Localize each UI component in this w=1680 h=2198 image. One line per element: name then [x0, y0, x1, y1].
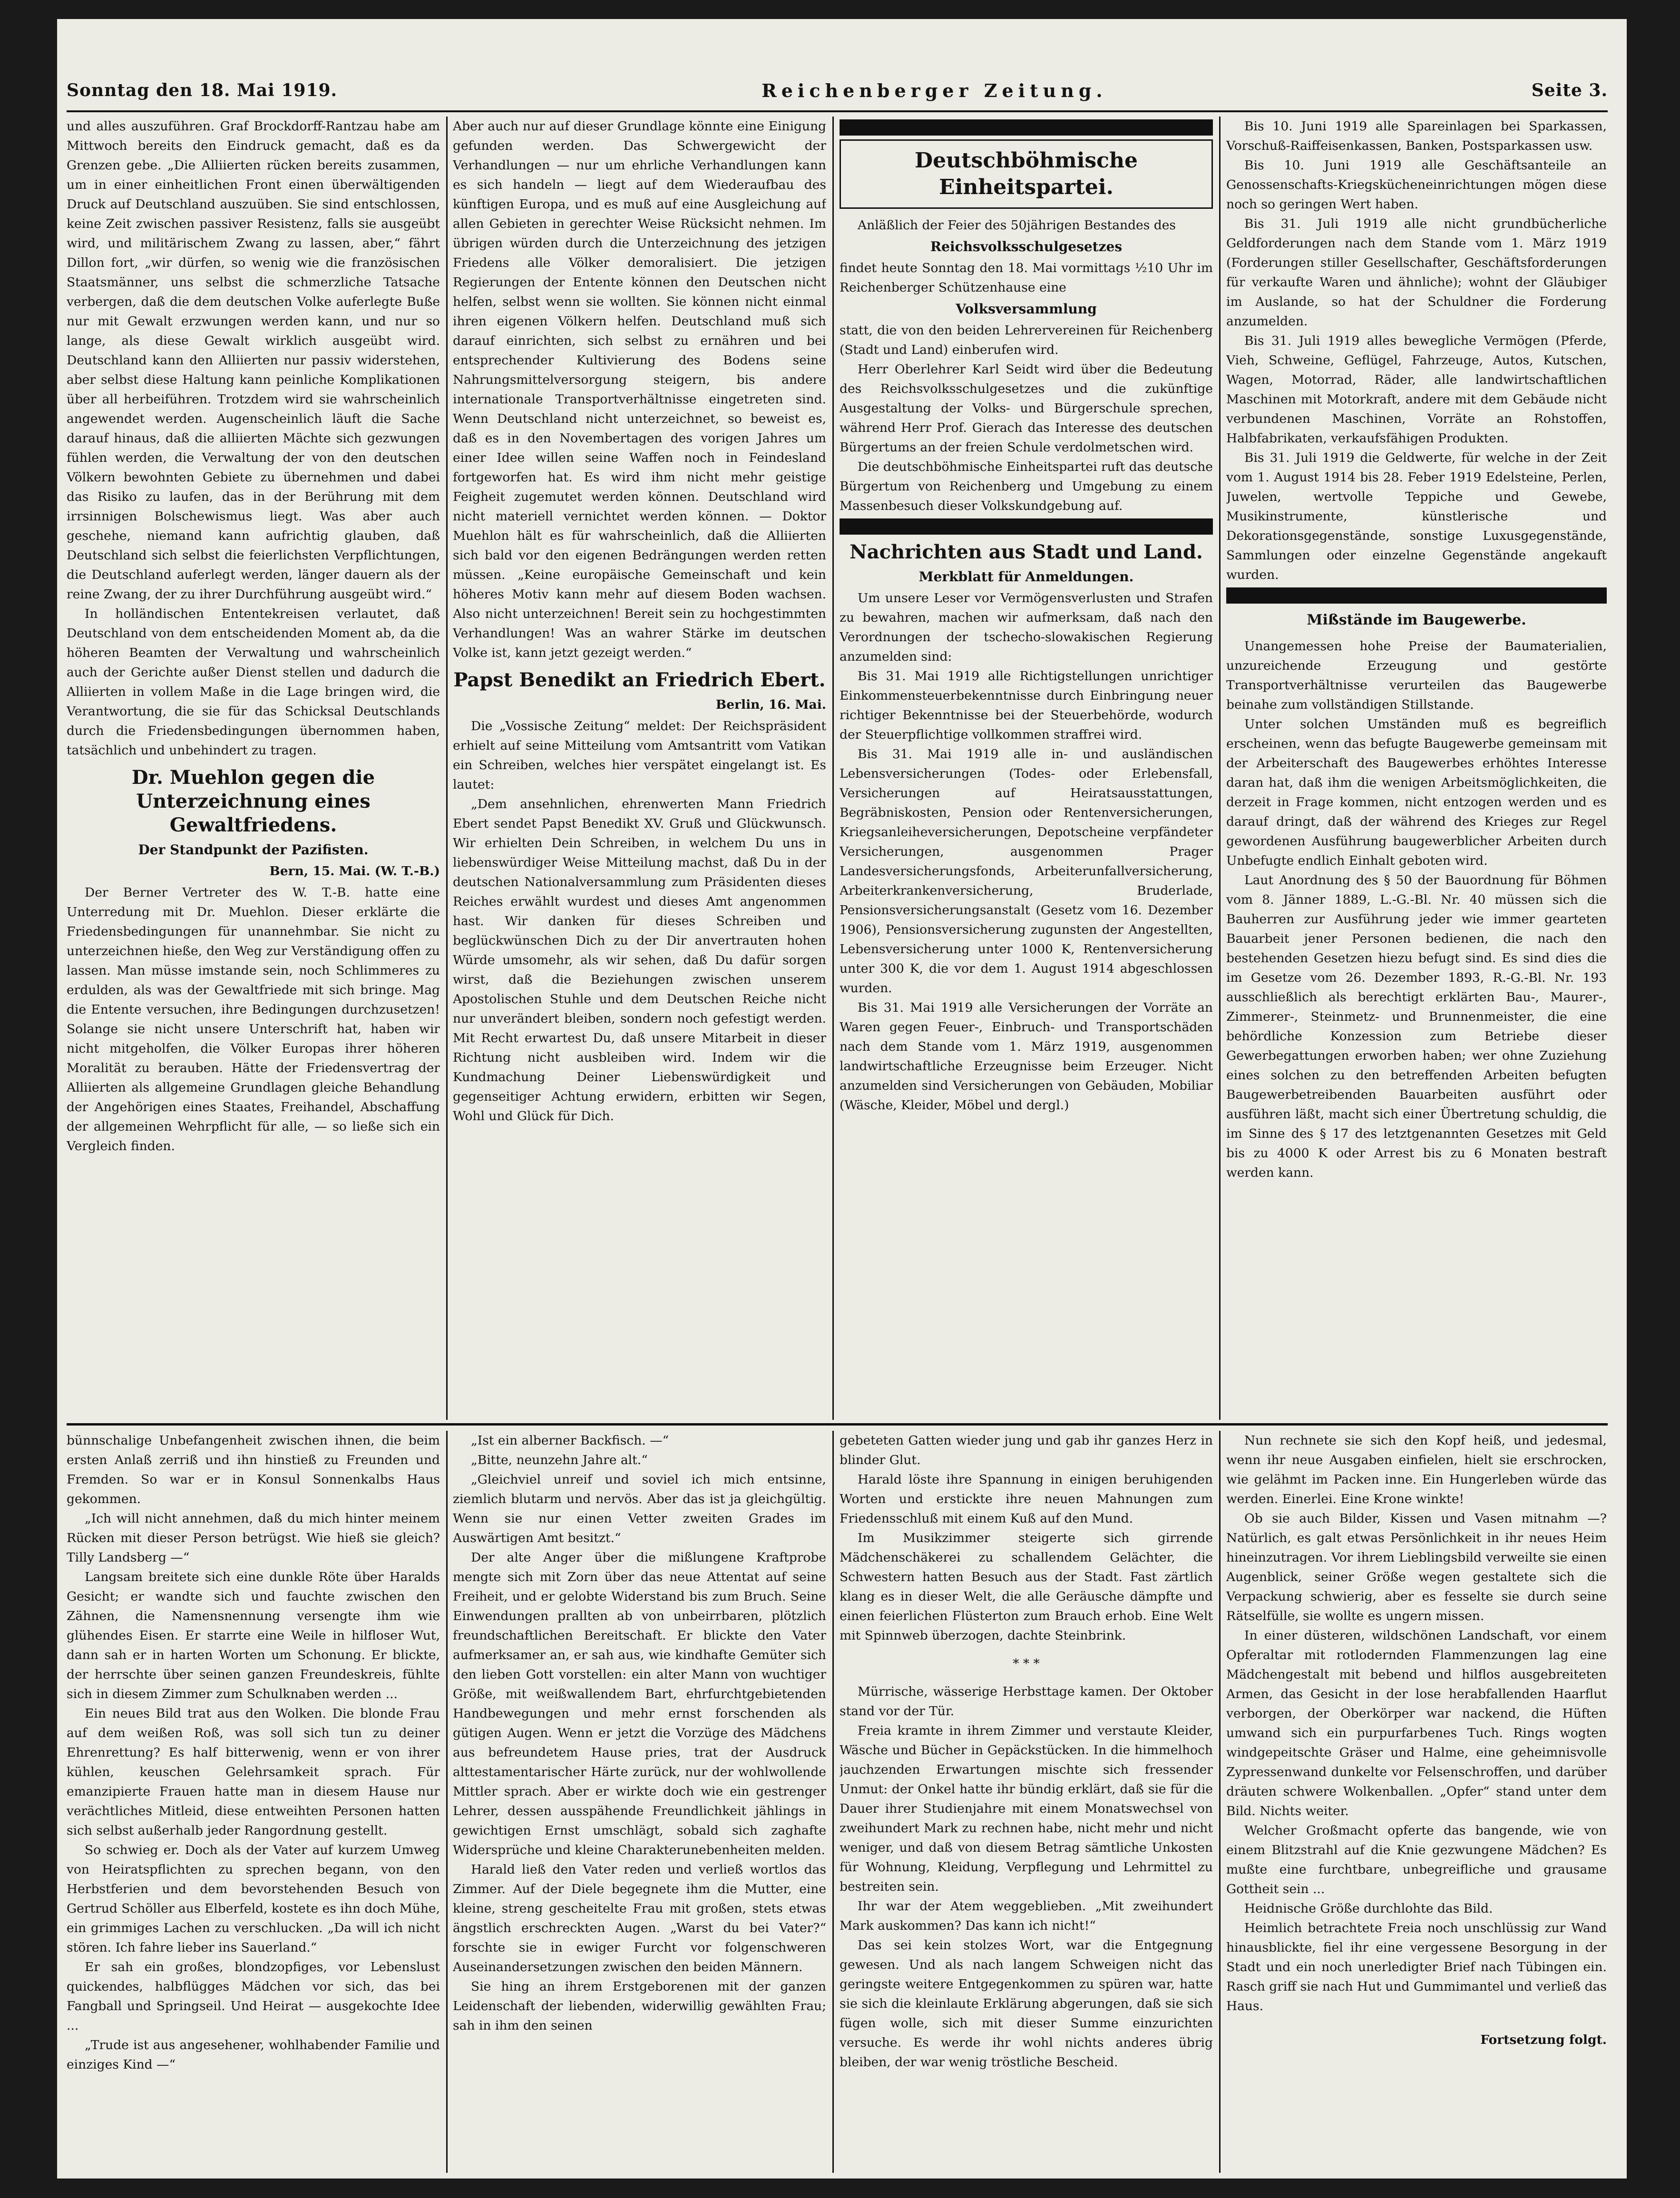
story-column-4	[1226, 1431, 1607, 2173]
story-text: bünnschalige Unbefangenheit zwischen ihnen, die beim ersten Anlaß zerriß und ihn hinstieß zu Freunden und Fremden. So war er in Konsul Sonnenkalbs Haus gekommen.	[67, 1433, 440, 1506]
article-text: Bis 31. Juli 1919 die Geldwerte, für welche in der Zeit vom 1. August 1914 bis 28. Feber 1919 Edelsteine, Perlen, Juwelen, wertvolle Teppiche und Gewebe, Musikinstrumente, künstlerische und Dekorationsgegenstände, sonstige Luxusgegenstände, Sammlungen oder einzelne Gegenstände angekauft wurden.	[1226, 450, 1607, 582]
article-text: Der Berner Vertreter des W. T.-B. hatte eine Unterredung mit Dr. Muehlon. Dieser erklärte die Friedensbedingungen für unannehmbar. Sie nicht zu unterzeichnen hieße, den Weg zur Verständigung offen zu lassen. Man müsse imstande sein, noch Schlimmeres zu erdulden, als was der Gewaltfriede mit sich bringe. Mag die Entente versuchen, ihre Bedingungen durchzusetzen! Solange sie nicht unsere Unterschrift hat, haben wir nicht mitgeholfen, die Völker Europas ihrer höheren Moralität zu berauben. Hätte der Friedensvertrag der Alliierten als allgemeine Grundlagen gleiche Behandlung der Angehörigen eines Staates, Freihandel, Abschaffung der allgemeinen Wehrpflicht für alle, — so ließe sich ein Vergleich finden.	[67, 885, 440, 1153]
article-text: Um unsere Leser vor Vermögensverlusten und Strafen zu bewahren, machen wir aufmerksam, daß nach den Verordnungen der tschecho-slowakischen Regierung anzumelden sind:	[840, 591, 1213, 664]
story-text: gebeteten Gatten wieder jung und gab ihr ganzes Herz in blinder Glut.	[840, 1433, 1213, 1467]
article-text: Bis 31. Mai 1919 alle Versicherungen der Vorräte an Waren gegen Feuer-, Einbruch- und Transportschäden nach dem Stande vom 1. März 1919, ausgenommen landwirtschaftliche Erzeugnisse beim Erzeuger. Nicht anzumelden sind Versicherungen von Gebäuden, Mobiliar (Wäsche, Kleider, Möbel und dergl.)	[840, 1000, 1213, 1113]
story-text: Heimlich betrachtete Freia noch unschlüssig zur Wand hinausblickte, fiel ihr eine vergessene Besorgung in der Stadt und ein noch unerledigter Brief nach Tübingen ein. Rasch griff sie nach Hut und Gummimantel und verließ das Haus.	[1226, 1921, 1607, 2013]
article-text: Bis 10. Juni 1919 alle Geschäftsanteile an Genossenschafts-Kriegskücheneinrichtungen mögen diese noch so geringen Wert haben.	[1226, 158, 1607, 212]
dateline: Bern, 15. Mai. (W. T.-B.)	[269, 864, 440, 879]
article-text: findet heute Sonntag den 18. Mai vormittags ½10 Uhr im Reichenberger Schützenhause eine	[840, 261, 1213, 295]
section-break: * * *	[1013, 1656, 1040, 1671]
column-divider	[446, 1431, 448, 2173]
article-heading: Papst Benedikt an Friedrich Ebert.	[453, 669, 826, 691]
story-text: Er sah ein großes, blondzopfiges, vor Lebenslust quickendes, halbflügges Mädchen vor sich, das bei Fangball und Springseil. Und Heirat — ausgekochte Idee ...	[67, 1960, 440, 2033]
article-text: Bis 10. Juni 1919 alle Spareinlagen bei Sparkassen, Vorschuß-Raiffeisenkassen, Banken, Postsparkassen usw.	[1226, 119, 1607, 153]
header-rule	[67, 110, 1608, 112]
article-text: Bis 31. Mai 1919 alle in- und ausländischen Lebensversicherungen (Todes- oder Erlebensfall, Versicherungen auf Heiratsausstattungen, Begräbniskosten, Pension oder Rentenversicherungen, Kriegsanleiheversicherungen, Depotscheine verpfändeter Versicherungen, ausgenommen Prager Landesversicherungsfonds, Arbeiterunfallversicherung, Arbeiterkrankenversicherung, Bruderlade, Pensionsversicherungsanstalt (Gesetz vom 16. Dezember 1906), Pensionsversicherung zugunsten der Angestellten, Lebensversicherung unter 1000 K, Rentenversicherung unter 300 K, die vor dem 1. August 1914 abgeschlossen wurden.	[840, 747, 1213, 996]
header-date: Sonntag den 18. Mai 1919.	[67, 80, 338, 100]
black-bar	[1226, 587, 1607, 604]
article-text: In holländischen Ententekreisen verlautet, daß Deutschland von dem entscheidenden Moment ab, da die höheren Beamten der Verwaltung und wahrscheinlich auch der Gerichte außer Dienst stellen und dadurch die Alliierten in vollem Maße in die Lage bringen wird, die Verantwortung, die sie für das Schicksal Deutschlands durch die Friedensbedingungen übernommen haben, tatsächlich und unbehindert zu tragen.	[67, 606, 440, 758]
article-text: Die „Vossische Zeitung“ meldet: Der Reichspräsident erhielt auf seine Mitteilung vom Amtsantritt vom Vatikan ein Schreiben, welches hier verspätet eingelangt ist. Es lautet:	[453, 719, 826, 792]
story-column-2	[453, 1431, 826, 2173]
column-3	[840, 117, 1213, 1420]
article-text: Anläßlich der Feier des 50jährigen Bestandes des	[858, 218, 1176, 233]
column-divider	[832, 117, 834, 1420]
article-text: Bis 31. Juli 1919 alles bewegliche Vermögen (Pferde, Vieh, Schweine, Geflügel, Fahrzeuge, Autos, Kutschen, Wagen, Motorrad, Räder, alle landwirtschaftlichen Maschinen mit Motorkraft, andere mit dem Gebäude nicht verbundenen Maschinen, Vorräte an Rohstoffen, Halbfabrikaten, verkaufsfähigen Produkten.	[1226, 333, 1607, 446]
story-text: „Gleichviel unreif und soviel ich mich entsinne, ziemlich blutarm und nervös. Aber das ist ja gleichgültig. Wenn sie nur einen Vetter zweiten Grades im Auswärtigen Amt besitzt.“	[453, 1472, 826, 1545]
story-text: „Bitte, neunzehn Jahre alt.“	[471, 1453, 648, 1467]
story-text: Heidnische Größe durchlohte das Bild.	[1244, 1901, 1493, 1916]
continuation-note: Fortsetzung folgt.	[1480, 2032, 1607, 2047]
column-divider	[1219, 117, 1221, 1420]
story-text: „Ist ein alberner Backfisch. —“	[471, 1433, 669, 1448]
story-text: Ihr war der Atem weggeblieben. „Mit zweihundert Mark auskommen? Das kann ich nicht!“	[840, 1899, 1213, 1933]
article-text: Herr Oberlehrer Karl Seidt wird über die Bedeutung des Reichsvolksschulgesetzes und die zukünftige Ausgestaltung der Volks- und Bürgerschule sprechen, während Herr Prof. Gierach das Interesse des deutschen Bürgertums an der freien Schule verdolmetschen wird.	[840, 362, 1213, 455]
story-text: Welcher Großmacht opferte das bangende, wie von einem Blitzstrahl auf die Knie gezwungene Mädchen? Es mußte eine furchtbare, unbegreifliche und grausame Gottheit sein ...	[1226, 1823, 1607, 1896]
story-column-1	[67, 1431, 440, 2173]
article-text: Unter solchen Umständen muß es begreiflich erscheinen, wenn das befugte Baugewerbe gemeinsam mit der Arbeiterschaft des Baugewerbes erhöhtes Interesse daran hat, daß ihm die wenigen Arbeitsmöglichkeiten, die derzeit in Frage kommen, nicht entzogen werden und es darauf dringt, daß der während des Krieges zur Regel gewordenen Ausführung baugewerblicher Arbeiten durch Unbefugte endlich Einhalt geboten wird.	[1226, 717, 1607, 868]
article-subheading: Reichsvolksschulgesetzes	[930, 239, 1123, 254]
article-text: Aber auch nur auf dieser Grundlage könnte eine Einigung gefunden werden. Das Schwergewicht der Verhandlungen — nur um ehrliche Verhandlungen kann es sich handeln — liegt auf dem Wiederaufbau des künftigen Europa, und es muß auf eine Ausgleichung auf allen Gebieten in gerechter Weise Rücksicht nehmen. Im übrigen würden durch die Unterzeichnung des jetzigen Friedens alle Völker demoralisiert. Die jetzigen Regierungen der Entente können den Deutschen nicht helfen, selbst wenn sie wollten. Sie können nicht einmal ihren eigenen Völkern helfen. Deutschland muß sich darauf einrichten, sich selbst zu ernähren und bei entsprechender Kultivierung des Bodens seine Nahrungsmittelversorgung steigern, bis andere internationale Transportverhältnisse eingetreten sind. Wenn Deutschland nicht unterzeichnet, so beweist es, daß es in den Novembertagen des vorigen Jahres um einer Idee willen seine Waffen noch in Feindesland fortgeworfen hat. Es wird ihm nicht mehr geistige Feigheit zugemutet werden können. Deutschland wird nicht materiell vernichtet werden können. — Doktor Muehlon hält es für wahrscheinlich, daß die Alliierten sich bald vor den eigenen Bedrängungen werden retten müssen. „Keine europäische Gemeinschaft und kein höheres Motiv kann mehr auf diesem Boden wachsen. Also nicht unterzeichnen! Bereit sein zu hochgestimmten Verhandlungen! Was an wahrer Stärke im deutschen Volke ist, kann jetzt gezeigt werden.“	[453, 119, 826, 660]
article-text: statt, die von den beiden Lehrervereinen für Reichenberg (Stadt und Land) einberufen wird.	[840, 323, 1213, 357]
article-text: Bis 31. Juli 1919 alle nicht grundbücherliche Geldforderungen nach dem Stande vom 1. März 1919 (Forderungen stiller Gesellschafter, Geschäftsforderungen für verkaufte Waren und ähnliche); wohnt der Gläubiger im Auslande, so hat der Schuldner die Forderung anzumelden.	[1226, 216, 1607, 329]
dateline: Berlin, 16. Mai.	[715, 697, 826, 712]
article-heading: Nachrichten aus Stadt und Land.	[850, 541, 1203, 563]
party-announcement-heading: Deutschböhmische Einheitspartei.	[840, 139, 1213, 209]
page-header	[67, 71, 1608, 109]
article-text: Die deutschböhmische Einheitspartei ruft das deutsche Bürgertum von Reichenberg und Umgebung zu einem Massenbesuch dieser Volkskundgebung auf.	[840, 459, 1213, 513]
story-text: „Trude ist aus angesehener, wohlhabender Familie und einziges Kind —“	[67, 2038, 440, 2072]
story-text: Der alte Anger über die mißlungene Kraftprobe mengte sich mit Zorn über das neue Attentat auf seine Freiheit, und er gelobte Widerstand bis zum Bruch. Seine Einwendungen prallten ab von unbeirrbaren, plötzlich freundschaftlichen Bereitschaft. Er blickte den Vater aufmerksamer an, er sah aus, wie kindhafte Gemüter sich den lieben Gott vorstellen: ein alter Mann von wuchtiger Größe, mit weißwallendem Bart, ehrfurchtgebietenden Handbewegungen und mehr ernst forschenden als gütigen Augen. Wenn er jetzt die Vorzüge des Mädchens aus befreundetem Hause pries, trat der Ausdruck alttestamentarischer Härte zurück, nur der wohlwollende Mittler sprach. Aber er wirkte doch wie ein gestrenger Lehrer, dessen ausspähende Freundlichkeit jählings in gewichtigen Ernst umschlägt, sobald sich zaghafte Widersprüche und kleine Charakterunebenheiten melden.	[453, 1550, 826, 1857]
story-text: Mürrische, wässerige Herbsttage kamen. Der Oktober stand vor der Tür.	[840, 1684, 1213, 1719]
story-text: Harald löste ihre Spannung in einigen beruhigenden Worten und erstickte ihre neuen Mahnungen zum Friedensschluß mit einem Kuß auf den Mund.	[840, 1472, 1213, 1526]
article-text: Bis 31. Mai 1919 alle Richtigstellungen unrichtiger Einkommensteuerbekenntnisse durch Einbringung neuer richtiger Bekenntnisse bei der Steuerbehörde, wodurch der Steuerpflichtige vollkommen straffrei wird.	[840, 669, 1213, 742]
story-text: Im Musikzimmer steigerte sich girrende Mädchenschäkerei zu schallendem Gelächter, die Schwestern hatten Besuch aus der Stadt. Fast zärtlich klang es in dieser Welt, die alle Geräusche dämpfte und einen feierlichen Flüsterton zum Brauch erhob. Eine Welt mit Spinnweb überzogen, dachte Steinbrink.	[840, 1531, 1213, 1643]
article-text: „Dem ansehnlichen, ehrenwerten Mann Friedrich Ebert sendet Papst Benedikt XV. Gruß und Glückwunsch. Wir erhielten Dein Schreiben, in welchem Du uns in liebenswürdiger Weise Mitteilung machst, daß Du in der deutschen Nationalversammlung zum Präsidenten dieses Reiches erwählt wurdest und dieses Amt angenommen hast. Wir danken für dieses Schreiben und beglückwünschen Dich zu der Dir anvertrauten hohen Würde umsomehr, als wir sehen, daß Du dafür sorgen wirst, daß die Beziehungen zwischen unserem Apostolischen Stuhle und dem Deutschen Reiche nicht nur unverändert bleiben, sondern noch gefestigt werden. Mit Recht erwartest Du, daß unsere Mitarbeit in dieser Richtung nicht ausbleiben wird. Indem wir die Kundmachung Deiner Liebenswürdigkeit und gegenseitiger Achtung erwidern, erbitten wir Segen, Wohl und Glück für Dich.	[453, 797, 826, 1123]
article-text: Unangemessen hohe Preise der Baumaterialien, unzureichende Erzeugung und gestörte Transportverhältnisse verurteilen das Baugewerbe beinahe zum vollständigen Stillstande.	[1226, 639, 1607, 712]
article-subheading: Volksversammlung	[956, 301, 1097, 317]
story-column-3	[840, 1431, 1213, 2173]
article-heading: Mißstände im Baugewerbe.	[1307, 612, 1526, 628]
article-subheading: Der Standpunkt der Pazifisten.	[138, 842, 369, 858]
column-4	[1226, 117, 1607, 1420]
story-text: Ein neues Bild trat aus den Wolken. Die blonde Frau auf dem weißen Roß, was soll sich tun zu deiner Ehrenrettung? Es half bitterwenig, wenn er von ihrer kühlen, keuschen Gelehrsamkeit sprach. Für emanzipierte Frauen hatte man in diesem Hause nur verächtliches Mitleid, diese entweihten Personen hatten sich selbst außerhalb jeder Rangordnung gestellt.	[67, 1706, 440, 1838]
article-text: und alles auszuführen. Graf Brockdorff-Rantzau habe am Mittwoch bereits den Eindruck gemacht, daß es da Grenzen gebe. „Die Alliierten rücken bereits zusammen, um in einer einheitlichen Front einen überwältigenden Druck auf Deutschland auszuüben. Sie sind entschlossen, keine Zeit zwischen passiver Resistenz, falls sie ausgeübt wird, und militärischem Zwang zu lassen, aber,“ fährt Dillon fort, „wir dürfen, so wenig wie die französischen Staatsmänner, uns selbst die schmerzliche Tatsache verbergen, daß die dem deutschen Volke auferlegte Buße nur mit Gewalt erzwungen werden kann, und nur so lange, als diese Gewalt wirklich ausgeübt wird. Deutschland kann den Alliierten nur passiv widerstehen, aber selbst diese Haltung kann peinliche Komplikationen über all herbeiführen. Trotzdem wird sie wahrscheinlich angewendet werden. Augenscheinlich läuft die Sache darauf hinaus, daß die alliierten Mächte sich gezwungen fühlen werden, die Verwaltung der von den deutschen Völkern bewohnten Gebiete zu übernehmen und dabei das Risiko zu laufen, das in der Berührung mit dem irrsinnigen Bolschewismus liegt. Was aber auch geschehe, niemand kann aufrichtig glauben, daß Deutschland sich selbst die feierlichsten Verpflichtungen, die Deutschland auferlegt werden, länger dauern als der reine Zwang, der zu ihrer Durchführung ausgeübt wird.“	[67, 119, 440, 602]
story-text: Langsam breitete sich eine dunkle Röte über Haralds Gesicht; er wandte sich und fauchte zwischen den Zähnen, die Namensnennung versengte ihm wie glühendes Eisen. Er starrte eine Weile in hilfloser Wut, dann sah er in harten Worten um Schonung. Er blickte, der herrschte über seinen ganzen Freundeskreis, fühlte sich in diesem Zimmer zum Schulknaben werden ...	[67, 1570, 440, 1701]
story-text: Freia kramte in ihrem Zimmer und verstaute Kleider, Wäsche und Bücher in Gepäckstücken. In die himmelhoch jauchzenden Erwartungen mischte sich fressender Unmut: der Onkel hatte ihr bündig erklärt, daß sie für die Dauer ihrer Studienjahre mit einem Monatswechsel von zweihundert Mark zu rechnen habe, nicht mehr und nicht weniger, und daß von diesem Betrag sämtliche Unkosten für Wohnung, Kleidung, Verpflegung und Lehrmittel zu bestreiten sein.	[840, 1723, 1213, 1894]
column-divider	[832, 1431, 834, 2173]
story-text: So schwieg er. Doch als der Vater auf kurzem Umweg von Heiratspflichten zu sprechen begann, von den Herbstferien und dem bevorstehenden Besuch von Gertrud Schöller aus Elberfeld, kostete es ihn doch Mühe, ein grimmiges Lachen zu verschlucken. „Da will ich nicht stören. Ich fahre lieber ins Sauerland.“	[67, 1843, 440, 1955]
story-text: In einer düsteren, wildschönen Landschaft, vor einem Opferaltar mit rotlodernden Flammenzungen lag eine Mädchengestalt mit bebend und hilflos ausgebreiteten Armen, das Gesicht in der lose herabfallenden Haarflut verborgen, der Oberkörper war nackend, die Hüften umwand sich ein purpurfarbenes Tuch. Rings wogten windgepeitschte Gräser und Halme, eine geheimnisvolle Zypressenwand dunkelte vor Felsenschroffen, und darüber dräuten schwere Wolkenballen. „Opfer“ stand unter dem Bild. Nichts weiter.	[1226, 1628, 1607, 1818]
column-divider	[446, 117, 448, 1420]
column-2	[453, 117, 826, 1420]
story-text: Ob sie auch Bilder, Kissen und Vasen mitnahm —? Natürlich, es galt etwas Persönlichkeit in ihr neues Heim hineinzutragen. Vor ihrem Lieblingsbild verweilte sie einen Augenblick, seiner Größe wegen gestaltete sich die Verpackung schwierig, aber es fesselte sie durch seine Rätselfülle, sie wollte es ungern missen.	[1226, 1511, 1607, 1623]
newspaper-title: Reichenberger Zeitung.	[762, 79, 1107, 101]
story-text: „Ich will nicht annehmen, daß du mich hinter meinem Rücken mit dieser Person betrügst. Wie hieß sie gleich? Tilly Landsberg —“	[67, 1511, 440, 1565]
column-divider	[1219, 1431, 1221, 2173]
black-bar	[840, 119, 1213, 136]
story-text: Sie hing an ihrem Erstgeborenen mit der ganzen Leidenschaft der liebenden, widerwillig gewählten Frau; sah in ihm den seinen	[453, 1979, 826, 2033]
column-1	[67, 117, 440, 1420]
article-subheading: Merkblatt für Anmeldungen.	[918, 569, 1134, 585]
article-text: Laut Anordnung des § 50 der Bauordnung für Böhmen vom 8. Jänner 1889, L.-G.-Bl. Nr. 40 müssen sich die Bauherren zur Ausführung jeder wie immer gearteten Bauarbeit jener Personen bedienen, die nach den bestehenden Gesetzen hiezu befugt sind. Es sind dies die im Gesetze vom 26. Dezember 1893, R.-G.-Bl. Nr. 193 ausschließlich als berechtigt erklärten Bau-, Maurer-, Zimmerer-, Steinmetz- und Brunnenmeister, die eine behördliche Konzession zum Betriebe dieser Gewerbegattungen erworben haben; wer ohne Zuziehung eines solchen zu den betreffenden Arbeiten befugten Baugewerbetreibenden Bauarbeiten ausführt oder ausführen läßt, macht sich einer Übertretung schuldig, die im Sinne des § 17 des letztgenannten Gesetzes mit Geld bis zu 4000 K oder Arrest bis zu 6 Monaten bestraft werden kann.	[1226, 873, 1607, 1180]
story-text: Das sei kein stolzes Wort, war die Entgegnung gewesen. Und als nach langem Schweigen nicht das geringste weitere Entgegenkommen zu spüren war, hatte sie sich die kleinlaute Erklärung abgerungen, daß sie sich fügen wolle, sich mit dieser Summe einzurichten versuche. Es werde ihr wohl nichts anderes übrig bleiben, der war wenig tröstliche Bescheid.	[840, 1938, 1213, 2070]
newspaper-page	[57, 19, 1627, 2178]
section-divider	[67, 1423, 1608, 1426]
story-text: Nun rechnete sie sich den Kopf heiß, und jedesmal, wenn ihr neue Ausgaben einfielen, hielt sie erschrocken, wie gelähmt im Packen inne. Ein Hungerleben würde das werden. Einerlei. Eine Krone winkte!	[1226, 1433, 1607, 1506]
black-bar	[840, 518, 1213, 535]
article-heading: Dr. Muehlon gegen die Unterzeichnung eines Gewaltfriedens.	[131, 766, 375, 836]
page-number: Seite 3.	[1531, 80, 1608, 100]
story-text: Harald ließ den Vater reden und verließ wortlos das Zimmer. Auf der Diele begegnete ihm die Mutter, eine kleine, streng gescheitelte Frau mit großen, stets etwas ängstlich erschreckten Augen. „Warst du bei Vater?“ forschte sie in ewiger Furcht vor folgenschweren Auseinandersetzungen zwischen den beiden Männern.	[453, 1862, 826, 1974]
